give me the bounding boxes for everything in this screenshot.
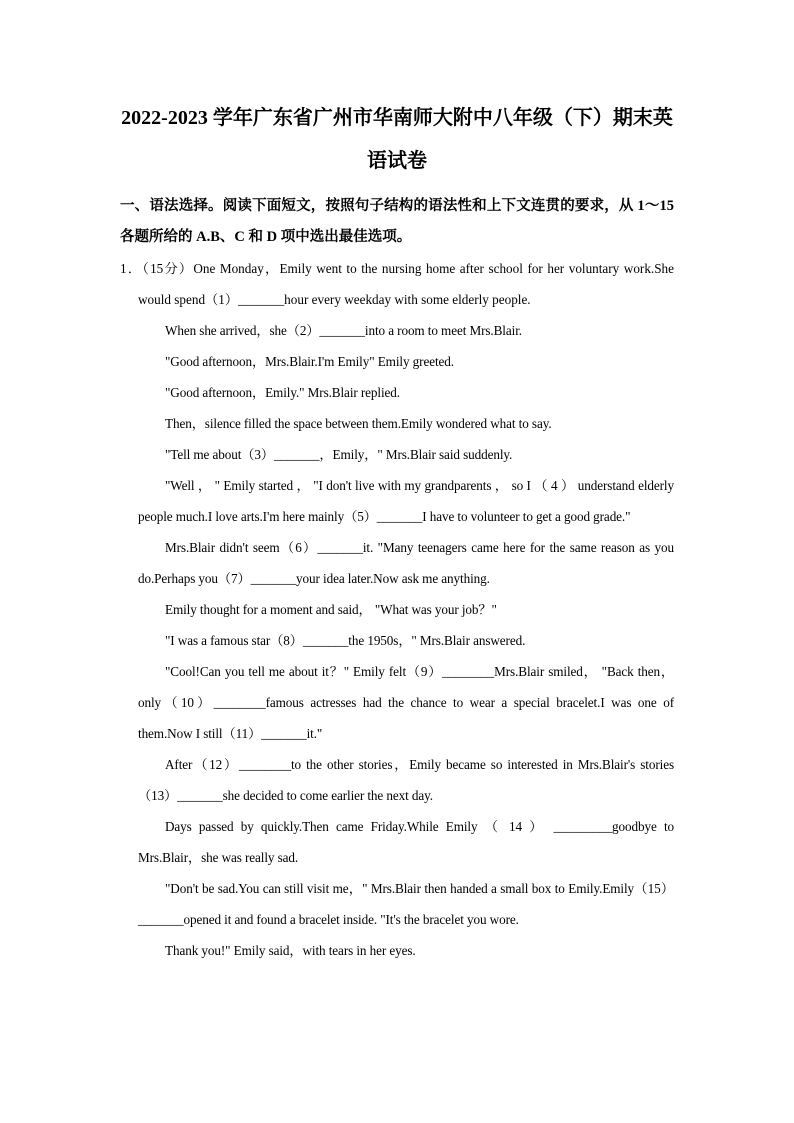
story-paragraph: After（12）________to the other stories，Emily became so interested in Mrs.Blair's stories（13）_______she decided to come earlier the next day.: [138, 757, 674, 803]
story-paragraph: "Cool!Can you tell me about it？" Emily felt（9）________Mrs.Blair smiled， "Back then，only（10）________famous actresses had the chance to wear a special bracelet.I was one of them.Now I still（11）_______it.": [138, 664, 674, 741]
story-paragraph: Emily thought for a moment and said， "What was your job？": [165, 602, 497, 617]
story-paragraph: Days passed by quickly.Then came Friday.While Emily （ 14 ） _________goodbye to Mrs.Blair，she was really sad.: [138, 819, 674, 865]
exam-title: [120, 98, 674, 181]
story-paragraph: "Don't be sad.You can still visit me，" Mrs.Blair then handed a small box to Emily.Emily（15）_______opened it and found a bracelet inside. "It's the bracelet you wore.: [138, 881, 674, 927]
exam-title-line-2: 语试卷: [367, 150, 427, 172]
story-paragraph: Then，silence filled the space between them.Emily wondered what to say.: [165, 416, 552, 431]
story-paragraph: "Good afternoon，Mrs.Blair.I'm Emily" Emily greeted.: [165, 354, 454, 369]
story-paragraph: "Good afternoon，Emily." Mrs.Blair replied.: [165, 385, 400, 400]
story-paragraph: Mrs.Blair didn't seem（6）_______it. "Many teenagers came here for the same reason as you do.Perhaps you（7）_______your idea later.Now ask me anything.: [138, 540, 674, 586]
question-1-paragraph-1: 1．（15分）One Monday，Emily went to the nursing home after school for her voluntary work.She would spend（1）_______hour every weekday with some elderly people.: [120, 261, 674, 307]
story-paragraph: "Tell me about（3）_______，Emily，" Mrs.Blair said suddenly.: [165, 447, 513, 462]
story-paragraph: "Well ， " Emily started ， "I don't live with my grandparents ， so I （ 4 ） understand elderly people much.I love arts.I'm here mainly（5）_______I have to volunteer to get a good grade.": [138, 478, 674, 524]
story-paragraph: "I was a famous star（8）_______the 1950s，" Mrs.Blair answered.: [165, 633, 526, 648]
section-heading: 一、语法选择。阅读下面短文，按照句子结构的语法性和上下文连贯的要求，从 1～15 各题所给的 A.B、C 和 D 项中选出最佳选项。: [120, 198, 674, 245]
story-paragraph: Thank you!" Emily said，with tears in her eyes.: [165, 943, 416, 958]
exam-title-line-1: 2022-2023 学年广东省广州市华南师大附中八年级（下）期末英: [121, 107, 673, 129]
question-1: [120, 253, 674, 966]
story-paragraph: When she arrived，she（2）_______into a room to meet Mrs.Blair.: [165, 323, 522, 338]
